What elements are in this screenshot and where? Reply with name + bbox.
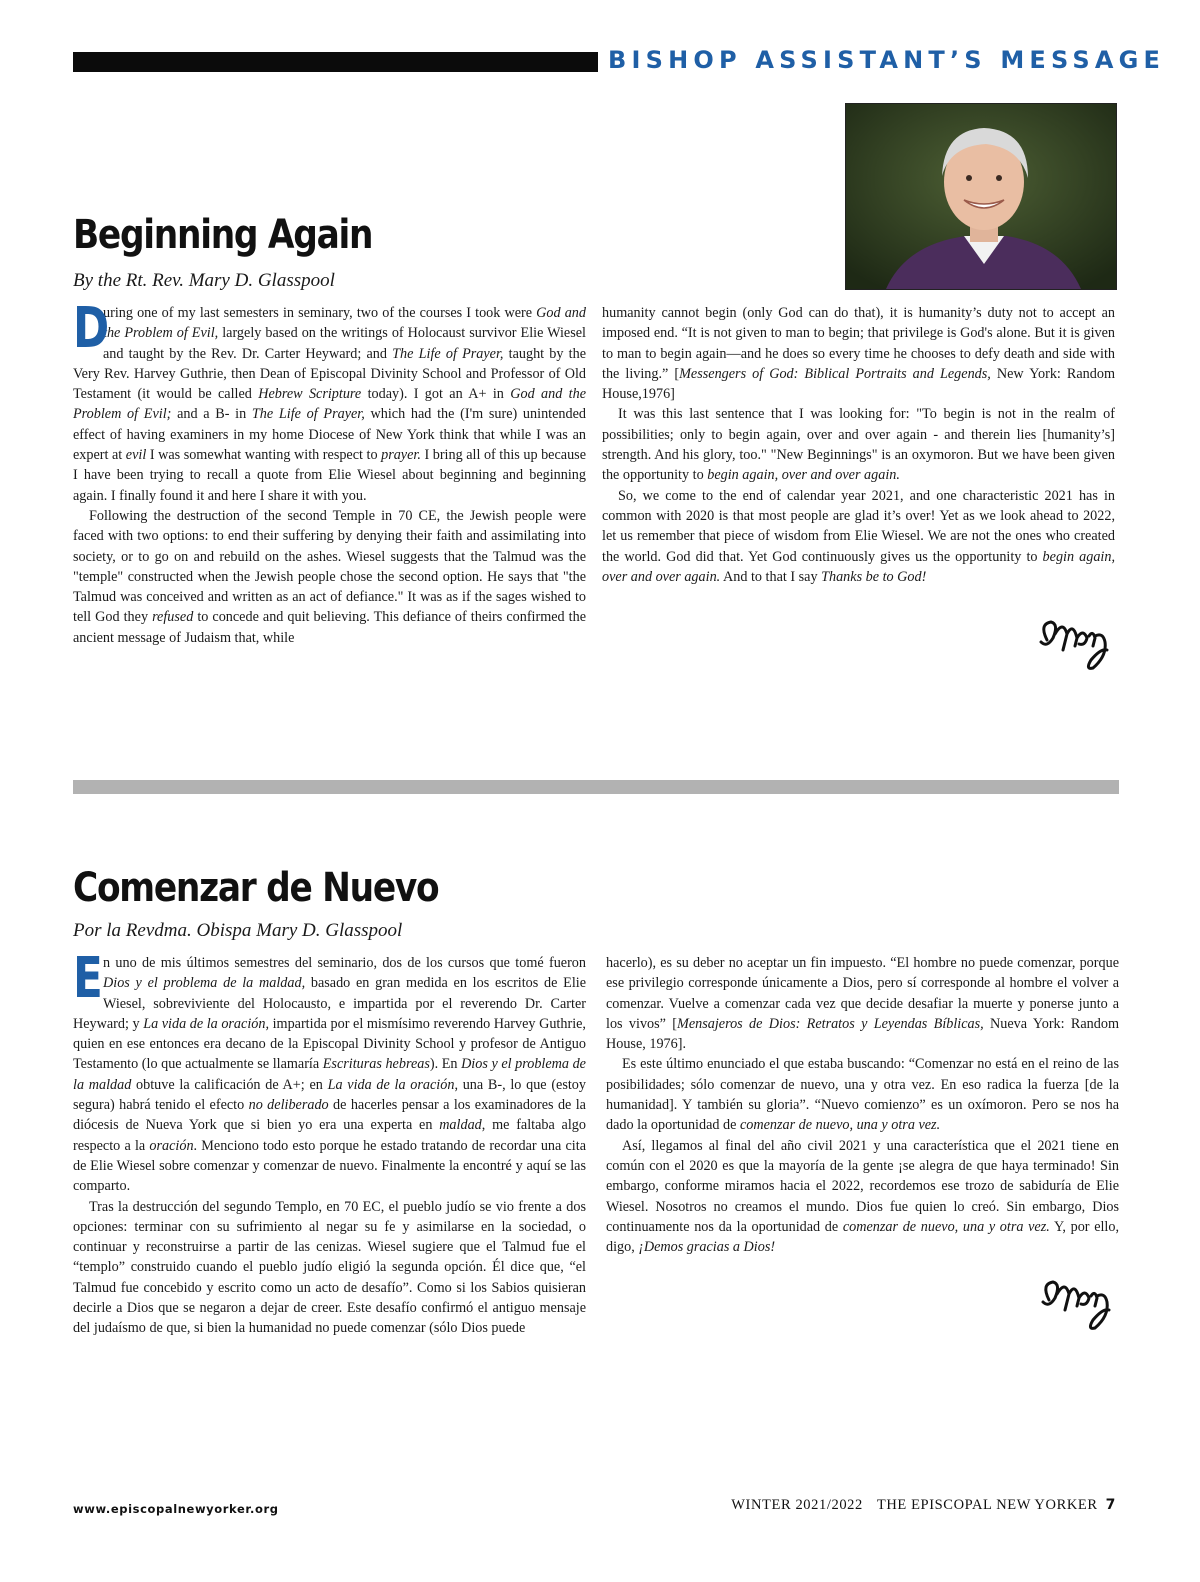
text-run: Y, por ello, digo, [606, 1218, 1120, 1256]
italic-run: begin again, over and over again. [707, 467, 900, 484]
italic-run: Thanks be to God! [821, 568, 927, 585]
paragraphs-es-right [606, 953, 1119, 1257]
text-run: Así, llegamos al final del año civil 2021 y una característica que el 2021 tiene en común con el 2020 es que la mayoría de la gente ¡se alegra de que haya terminado! Sin embargo, conforme miramos hacia el 2022, recordemos ese trozo de sabiduría de Elie Wiesel. Nosotros no creamos el mundo. Dios fue quien lo creó. Sin embargo, Dios continuamente nos da la oportunidad de [606, 1137, 1119, 1235]
article-title-es: Comenzar de Nuevo [73, 865, 439, 911]
paragraph [73, 506, 586, 648]
paragraph [606, 1136, 1119, 1258]
author-photo [845, 103, 1117, 290]
italic-run: The Life of Prayer, [392, 345, 504, 362]
text-run: n uno de mis últimos semestres del seminario, dos de los cursos que tomé fueron [103, 955, 586, 971]
italic-run: Hebrew Scripture [258, 386, 362, 403]
italic-run: oración [149, 1137, 194, 1154]
text-run: . Menciono todo esto porque he estado tratando de recordar una cita de Elie Wiesel sobre comenzar y comenzar de nuevo. Finalmente la encontré y aquí se las comparto. [73, 1137, 586, 1195]
signature-image [1033, 612, 1113, 674]
italic-run: Escrituras hebreas [322, 1056, 430, 1073]
italic-run: maldad [439, 1117, 482, 1134]
footer-issue-line [731, 1497, 1116, 1514]
footer-website[interactable]: www.episcopalnewyorker.org [73, 1502, 279, 1516]
section-divider [73, 780, 1119, 794]
italic-run: evil [125, 447, 147, 464]
paragraph [602, 486, 1115, 587]
text-run: de hacerles pensar a los examinadores de la diócesis de Nueva York que si bien yo era una experta en [73, 1097, 586, 1134]
text-run: uring one of my last semesters in seminary, two of the courses I took were [103, 305, 537, 321]
text-run: Following the destruction of the second Temple in 70 CE, the Jewish people were faced with two options: to end their suffering by denying their faith and assimilating into society, or to go on and rebuild on the ashes. Wiesel suggests that the Talmud was the "temple" constructed when the Jewish people chose the second option. He says that "the Talmud was conceived and written as an act of defiance." It was as if the sages wished to tell God they [73, 507, 586, 626]
text-run: Tras la destrucción del segundo Templo, en 70 EC, el pueblo judío se vio frente a dos opciones: terminar con su sufrimiento al negar su fe y asimilarse en la sociedad, o continuar y reconstruirse a partir de las cenizas. Wiesel sugiere que el Talmud fue el “templo” construido cuando el pueblo judío eligió la segunda opción. Él dice que, “el Talmud fue concebido y escrito como un acto de desafío”. Como si los Sabios quisieran decirle a Dios que se negaron a dejar de creer. Este desafío confirmó el antiguo mensaje del judaísmo de que, si bien la humanidad no puede comenzar (sólo Dios puede [73, 1198, 586, 1337]
text-run: Nueva York: Random House, 1976]. [606, 1015, 1119, 1053]
body-column-en-left [73, 296, 586, 648]
article-title-en: Beginning Again [73, 212, 373, 258]
paragraph [73, 1197, 586, 1339]
text-run: New York: Random House,1976] [602, 365, 1115, 403]
italic-run: La vida de la oración, [143, 1015, 270, 1032]
body-column-es-right [606, 953, 1119, 1257]
paragraph [73, 296, 586, 506]
paragraphs-es-left [73, 946, 586, 1339]
text-run: obtuve la calificación de A+; en [131, 1076, 328, 1093]
footer-publication: THE EPISCOPAL NEW YORKER [876, 1497, 1098, 1513]
italic-run: prayer. [381, 447, 421, 464]
byline-en: By the Rt. Rev. Mary D. Glasspool [73, 270, 335, 291]
text-run: largely based on the writings of Holocaust survivor Elie Wiesel and taught by the Rev. Dr. Carter Heyward; and [103, 325, 586, 362]
signature-image [1035, 1272, 1115, 1334]
italic-run: Messengers of God: Biblical Portraits and Legends, [679, 365, 991, 382]
text-run: So, we come to the end of calendar year 2021, and one characteristic 2021 has in common with 2020 is that most people are glad it’s over! Yet as we look ahead to 2022, let us remember that piece of wisdom from Elie Wiesel. We are not the ones who created the world. God did that. Yet God continuously gives us the opportunity to [602, 487, 1115, 565]
text-run: It was this last sentence that I was looking for: "To begin is not in the realm of possibilities; only to begin again, over and over again - and therein lies [humanity’s] strength. And his glory, too." "New Beginnings" is an oxymoron. But we have been given the opportunity to [602, 406, 1115, 484]
text-run: to concede and quit believing. This defiance of theirs confirmed the ancient message of Judaism that, while [73, 609, 586, 646]
text-run: hacerlo), es su deber no aceptar un fin impuesto. “El hombre no puede comenzar, porque ese privilegio corresponde únicamente a Dios, pero sí corresponde al hombre el volver a comenzar. Vuelve a comenzar cada vez que decide desafiar la muerte y ponerse junto a los vivos” [ [606, 955, 1119, 1032]
text-run: basado en gran medida en los escritos de Elie Wiesel, sobreviviente del Holocausto, e impartida por el reverendo Dr. Carter Heyward; y [73, 975, 586, 1032]
header-rule [73, 52, 598, 72]
paragraphs-en-left [73, 296, 586, 648]
text-run: And to that I say [720, 568, 822, 585]
drop-cap-es: E [73, 946, 103, 1011]
paragraph [602, 404, 1115, 485]
italic-run: Mensajeros de Dios: Retratos y Leyendas Bíblicas, [677, 1015, 984, 1032]
text-run: today). I got an A+ in [361, 386, 511, 403]
section-label: BISHOP ASSISTANT’S MESSAGE [608, 46, 1166, 74]
paragraph [606, 1054, 1119, 1135]
text-run: Es este último enunciado el que estaba buscando: “Comenzar no está en el reino de las posibilidades; sólo comenzar de nuevo, una y otra vez. En eso radica la fuerza [de la humanidad]. Y también su gloria”. “Nuevo comienzo” es un oxímoron. Pero se nos ha dado la oportunidad de [606, 1056, 1119, 1134]
paragraph [602, 303, 1115, 404]
italic-run: comenzar de nuevo, una y otra vez. [739, 1117, 941, 1134]
text-run: , una B-, lo que (estoy segura) habrá tenido el efecto [73, 1076, 586, 1114]
text-run: taught by the Very Rev. Harvey Guthrie, then Dean of Episcopal Divinity School and Professor of Old Testament (it would be called [73, 345, 586, 403]
body-column-es-left [73, 946, 586, 1339]
paragraph [606, 953, 1119, 1054]
text-run: I was somewhat wanting with respect to [146, 447, 382, 464]
text-run: which had the (I'm sure) unintended effect of having examiners in my home Diocese of New York think that while I was an expert at [73, 406, 586, 464]
text-run: impartida por el mismísimo reverendo Harvey Guthrie, quien en ese entonces era decano de la Episcopal Divinity School y profesor de Antiguo Testamento (lo que actualmente se llamaría [73, 1015, 586, 1073]
italic-run: God and the Problem of Evil; [73, 386, 586, 423]
text-run: ). En [429, 1056, 462, 1073]
italic-run: The Life of Prayer, [251, 406, 365, 423]
italic-run: comenzar de nuevo, una y otra vez. [842, 1218, 1050, 1235]
footer-issue: WINTER 2021/2022 [731, 1497, 863, 1513]
text-run: humanity cannot begin (only God can do that), it is humanity’s duty not to accept an imposed end. “It is not given to man to begin; that privilege is God's alone. But it is given to man to begin again—and he does so every time he chooses to defy death and side with the living.” [ [602, 305, 1115, 382]
text-run: , me faltaba algo respecto a la [73, 1117, 586, 1154]
italic-run: Dios y el problema de la maldad [73, 1056, 586, 1093]
paragraph [73, 946, 586, 1197]
italic-run: begin again, over and over again. [602, 548, 1115, 585]
italic-run: refused [152, 609, 194, 626]
italic-run: ¡Demos gracias a Dios! [638, 1239, 776, 1256]
byline-es: Por la Revdma. Obispa Mary D. Glasspool [73, 920, 403, 941]
text-run: and a B- in [171, 406, 252, 423]
page-number: 7 [1105, 1497, 1116, 1513]
body-column-en-right [602, 303, 1115, 587]
italic-run: Dios y el problema de la maldad, [103, 975, 306, 992]
italic-run: La vida de la oración [327, 1076, 455, 1093]
text-run: I bring all of this up because I have been trying to recall a quote from Elie Wiesel about beginning and beginning again. I finally found it and here I share it with you. [73, 447, 586, 504]
paragraphs-en-right [602, 303, 1115, 587]
italic-run: no deliberado [248, 1097, 329, 1114]
italic-run: God and the Problem of Evil, [103, 305, 586, 342]
drop-cap-en: D [73, 296, 110, 361]
